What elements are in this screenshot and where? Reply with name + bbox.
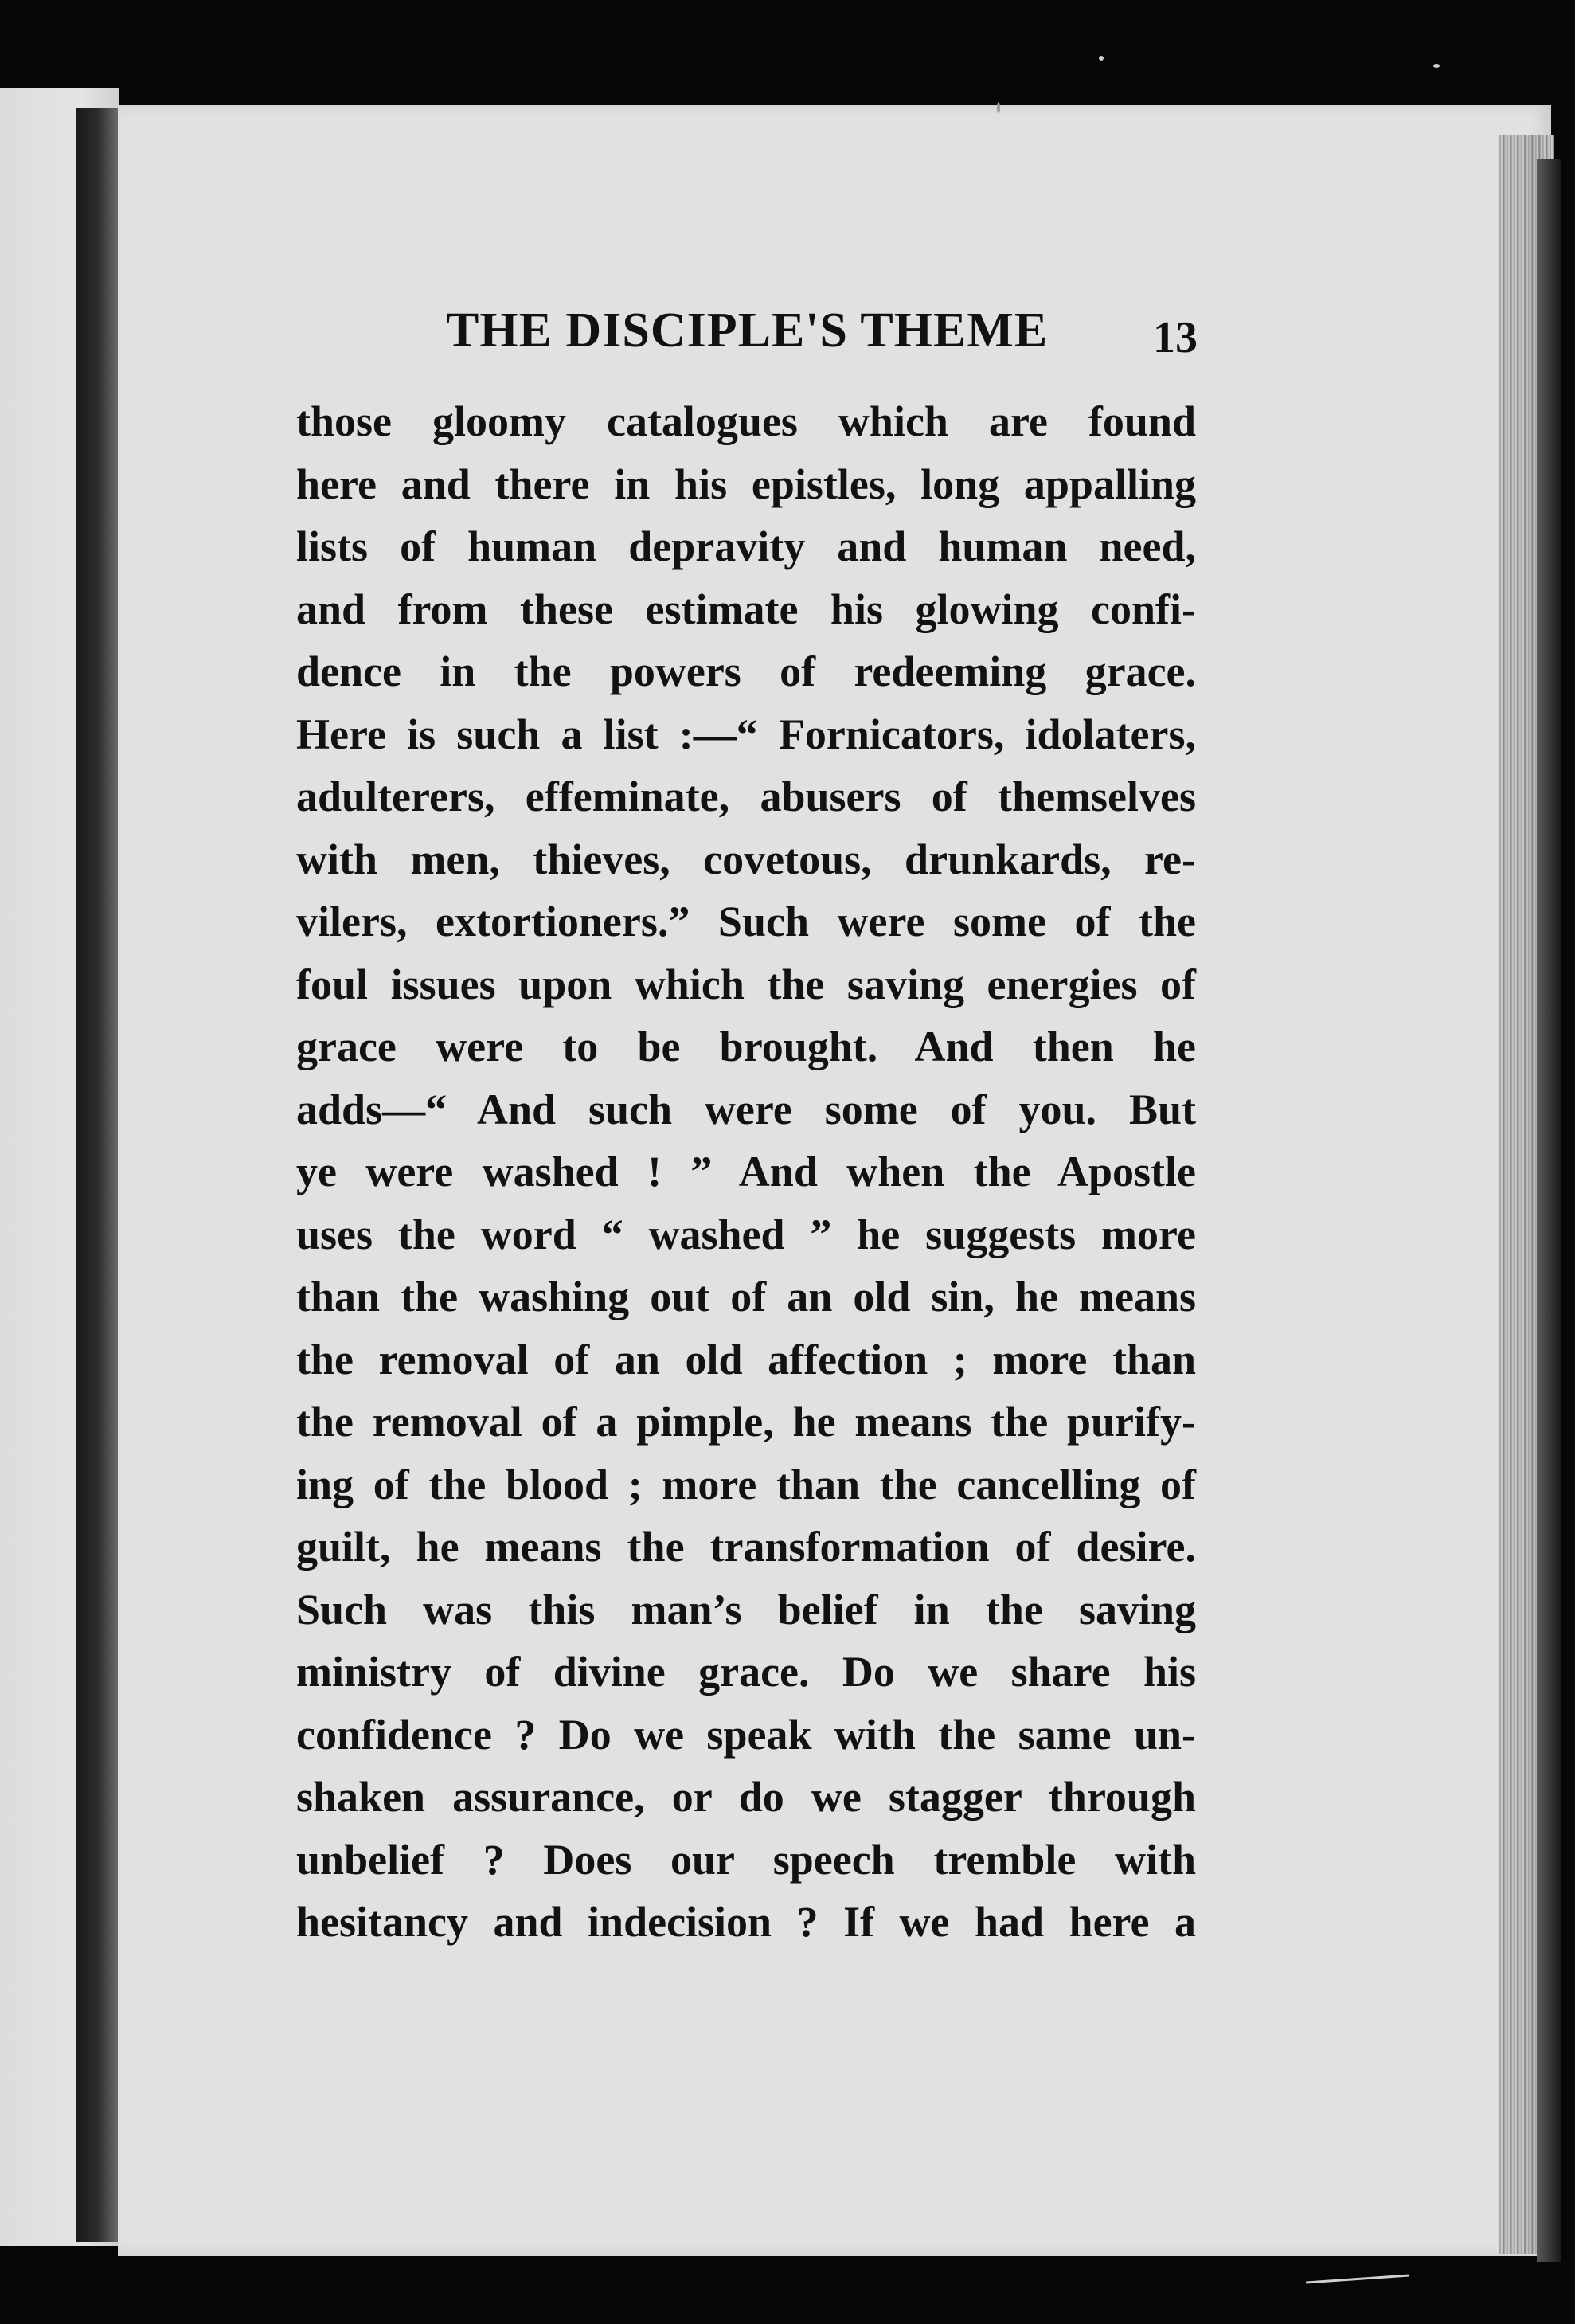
text-line: than the washing out of an old sin, he means bbox=[296, 1273, 1196, 1320]
page-number: 13 bbox=[1153, 313, 1198, 362]
text-line: confidence ? Do we speak with the same un- bbox=[296, 1710, 1196, 1759]
text-line: shaken assurance, or do we stagger through bbox=[296, 1773, 1196, 1821]
text-line: grace were to be brought. And then he bbox=[296, 1023, 1196, 1070]
text-line: Such was this man’s belief in the saving bbox=[296, 1585, 1196, 1633]
text-line: and from these estimate his glowing confi- bbox=[296, 585, 1196, 633]
text-line: Here is such a list :—“ Fornicators, idolaters, bbox=[296, 710, 1196, 758]
book-gutter-shadow bbox=[76, 108, 118, 2242]
text-line: with men, thieves, covetous, drunkards, re- bbox=[296, 835, 1196, 883]
text-line: hesitancy and indecision ? If we had here a bbox=[296, 1898, 1196, 1946]
text-line: ing of the blood ; more than the cancelling of bbox=[296, 1460, 1196, 1508]
text-line: adulterers, effeminate, abusers of themselves bbox=[296, 773, 1196, 820]
text-line: here and there in his epistles, long appalling bbox=[296, 460, 1196, 508]
running-head-title: THE DISCIPLE'S THEME bbox=[446, 303, 1049, 358]
scan-speck bbox=[1099, 56, 1104, 61]
scan-speck bbox=[997, 102, 1000, 113]
page-fore-edge-shadow bbox=[1537, 159, 1561, 2262]
text-line: those gloomy catalogues which are found bbox=[296, 397, 1196, 445]
text-line: lists of human depravity and human need, bbox=[296, 522, 1196, 570]
text-line: guilt, he means the transformation of desire. bbox=[296, 1523, 1196, 1571]
text-line: foul issues upon which the saving energies of bbox=[296, 960, 1196, 1008]
scan-artifact-line bbox=[1306, 2274, 1409, 2283]
text-line: the removal of an old affection ; more than bbox=[296, 1335, 1196, 1383]
body-text-block bbox=[296, 390, 1196, 1954]
text-line: ministry of divine grace. Do we share his bbox=[296, 1648, 1196, 1696]
text-line: unbelief ? Does our speech tremble with bbox=[296, 1835, 1196, 1884]
text-line: ye were washed ! ” And when the Apostle bbox=[296, 1148, 1196, 1195]
text-line: dence in the powers of redeeming grace. bbox=[296, 648, 1196, 695]
text-line: uses the word “ washed ” he suggests more bbox=[296, 1210, 1196, 1258]
text-line: vilers, extortioners.” Such were some of the bbox=[296, 898, 1196, 945]
text-line: the removal of a pimple, he means the purify- bbox=[296, 1398, 1196, 1446]
scan-speck bbox=[1433, 64, 1440, 68]
text-line: adds—“ And such were some of you. But bbox=[296, 1085, 1196, 1133]
